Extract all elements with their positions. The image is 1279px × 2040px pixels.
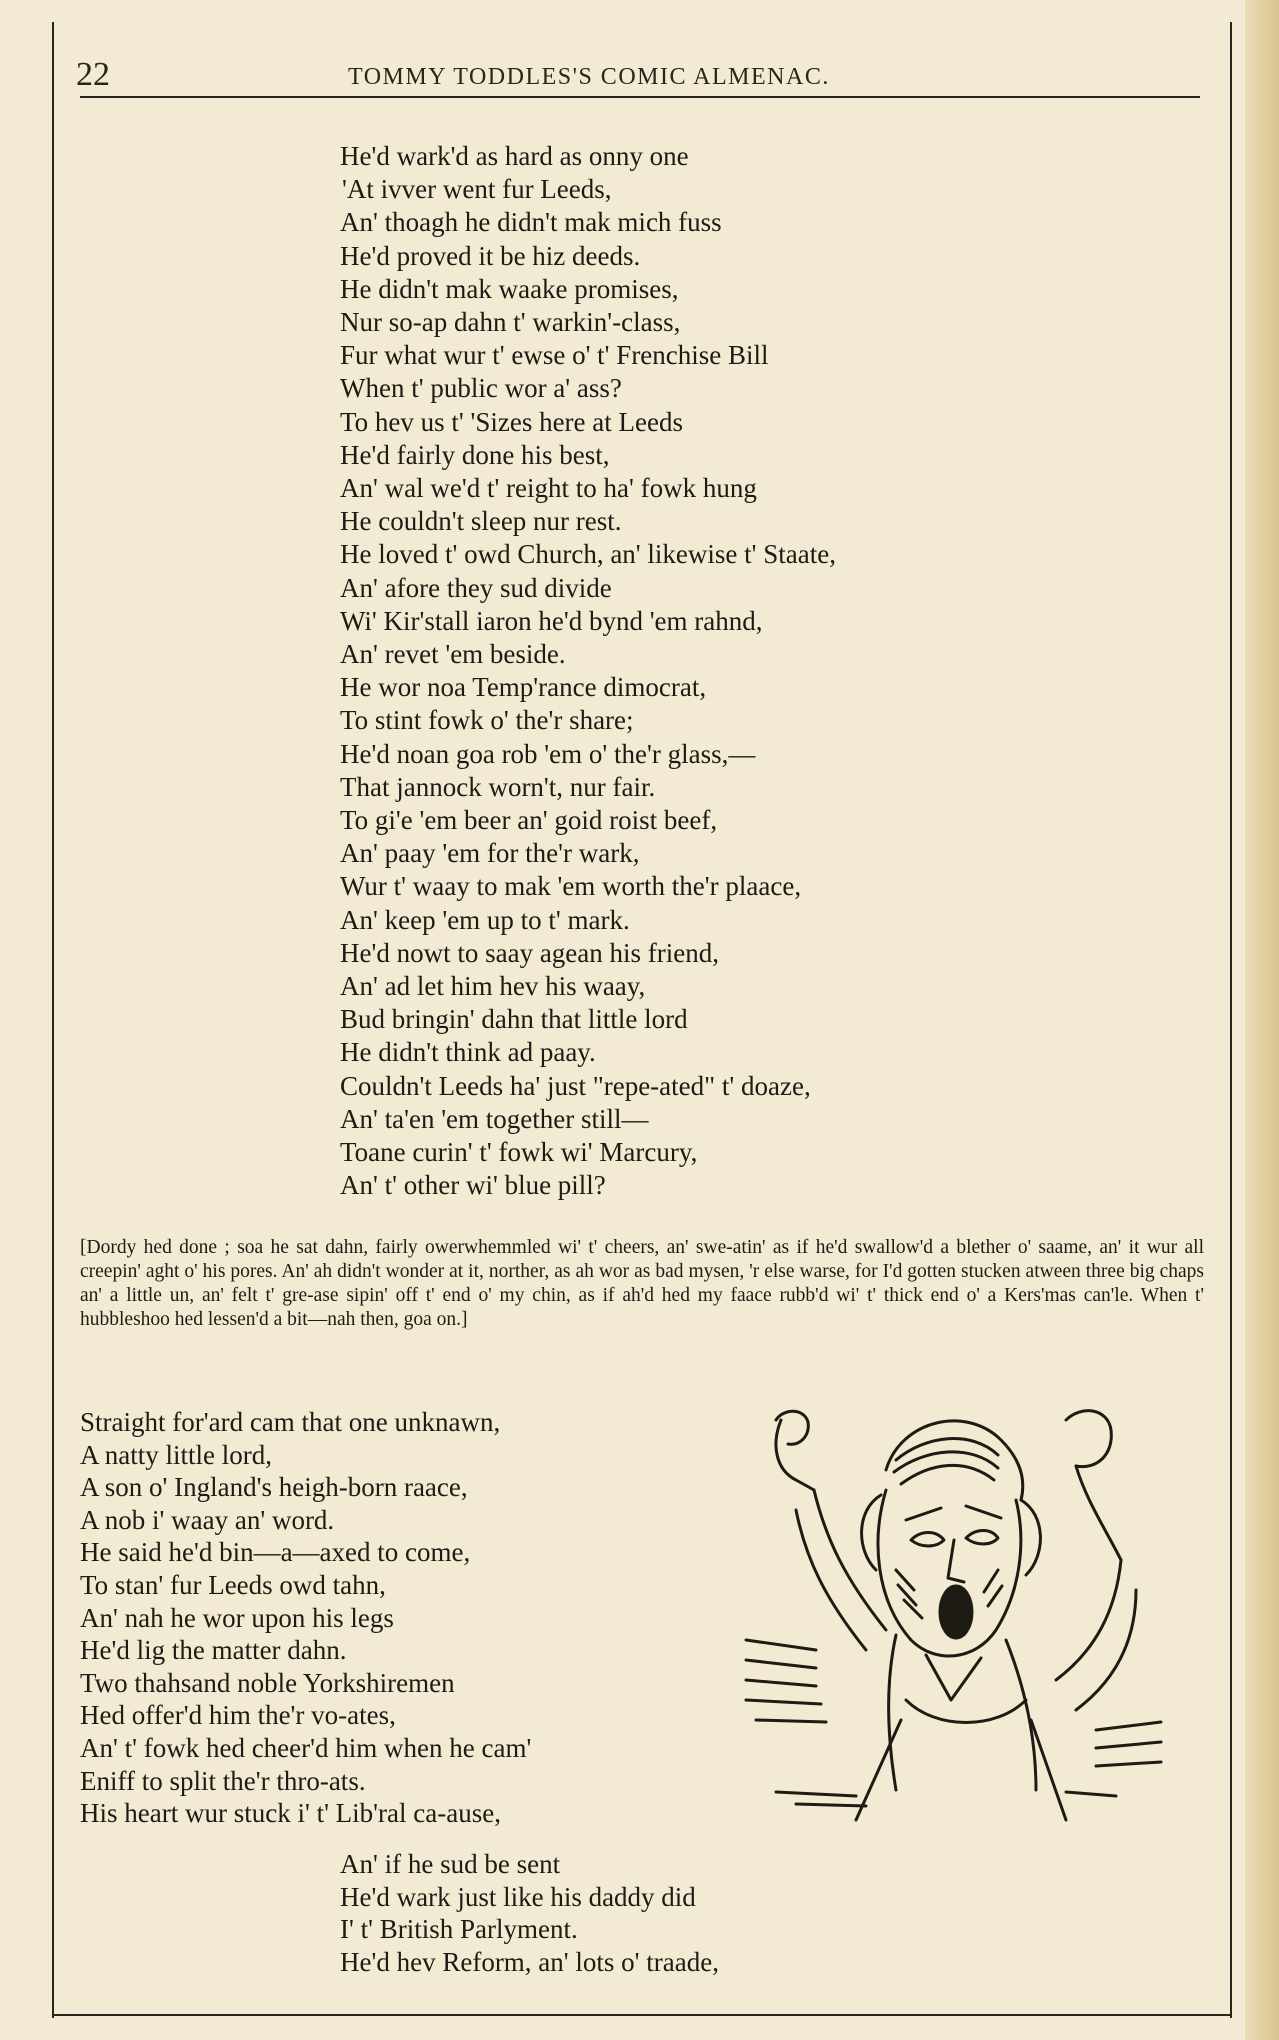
poem-line: Bud bringin' dahn that little lord	[340, 1004, 688, 1035]
stage-direction-note: [Dordy hed done ; soa he sat dahn, fairly owerwhemmled wi' t' cheers, an' swe-atin' as if he'd swallow'd a blether o' saame, an' it wur all creepin' aght o' his pores. An' ah didn't wonder at it, norther, as ah wor as bad mysen, 'r else warse, for I'd gotten stucken atween three big chaps an' a little un, an' felt t' gre-ase sipin' off t' end o' my chin, as if ah'd hed my faace rubb'd wi' t' thick end o' a Kers'mas can'le. When t' hubbleshoo hed lessen'd a bit—nah then, goa on.]	[80, 1236, 1204, 1330]
footer-rule	[52, 2014, 1230, 2016]
poem-line: He loved t' owd Church, an' likewise t' Staate,	[340, 539, 836, 570]
poem-line: Two thahsand noble Yorkshiremen	[80, 1667, 455, 1698]
page-edge-shadow	[1245, 0, 1279, 2040]
poem-top-stanza	[340, 140, 1200, 1203]
poem-line: Straight for'ard cam that one unknawn,	[80, 1407, 501, 1437]
poem-line: To gi'e 'em beer an' goid roist beef,	[340, 805, 718, 836]
poem-line: An' ta'en 'em together still—	[340, 1103, 649, 1134]
poem-line: An' afore they sud divide	[340, 572, 612, 603]
poem-line: An' thoagh he didn't mak mich fuss	[340, 207, 722, 238]
shouting-man-engraving-icon	[736, 1400, 1166, 1830]
poem-line: He'd proved it be hiz deeds.	[340, 240, 641, 271]
poem-line: He didn't think ad paay.	[340, 1037, 596, 1068]
poem-line: An' paay 'em for the'r wark,	[340, 838, 640, 869]
poem-line: An' if he sud be sent	[340, 1849, 561, 1879]
poem-line: A natty little lord,	[80, 1439, 272, 1470]
poem-line: He couldn't sleep nur rest.	[340, 506, 622, 537]
poem-line: He'd wark'd as hard as onny one	[340, 141, 689, 171]
poem-line: His heart wur stuck i' t' Lib'ral ca-ause,	[80, 1798, 501, 1829]
poem-line: When t' public wor a' ass?	[340, 373, 622, 404]
poem-line: Fur what wur t' ewse o' t' Frenchise Bill	[340, 340, 769, 371]
poem-line: He'd fairly done his best,	[340, 439, 610, 470]
poem-line: A son o' Ingland's heigh-born raace,	[80, 1472, 468, 1503]
poem-line: Nur so-ap dahn t' warkin'-class,	[340, 307, 681, 338]
poem-line: I' t' British Parlyment.	[340, 1914, 578, 1945]
poem-line: He didn't mak waake promises,	[340, 273, 679, 304]
poem-line: An' nah he wor upon his legs	[80, 1602, 394, 1633]
poem-line: An' t' other wi' blue pill?	[340, 1170, 606, 1201]
poem-line: He'd noan goa rob 'em o' the'r glass,—	[340, 738, 756, 769]
poem-line: Couldn't Leeds ha' just "repe-ated" t' doaze,	[340, 1070, 811, 1101]
poem-bottom-stanza	[340, 1848, 1140, 1978]
poem-line: To hev us t' 'Sizes here at Leeds	[340, 406, 683, 437]
poem-line: 'At ivver went fur Leeds,	[342, 174, 612, 205]
poem-line: An' ad let him hev his waay,	[340, 971, 646, 1002]
poem-line: He'd wark just like his daddy did	[340, 1881, 696, 1912]
poem-line: An' revet 'em beside.	[340, 639, 566, 670]
poem-line: That jannock worn't, nur fair.	[340, 771, 656, 802]
poem-line: He'd nowt to saay agean his friend,	[340, 937, 720, 968]
poem-line: Hed offer'd him the'r vo-ates,	[80, 1700, 396, 1731]
poem-middle-stanza	[80, 1406, 720, 1830]
poem-line: He said he'd bin—a—axed to come,	[80, 1537, 471, 1568]
poem-line: Eniff to split the'r thro-ats.	[80, 1765, 366, 1796]
poem-line: An' keep 'em up to t' mark.	[340, 904, 630, 935]
poem-line: He wor noa Temp'rance dimocrat,	[340, 672, 707, 703]
page-number: 22	[76, 56, 110, 93]
poem-line: To stan' fur Leeds owd tahn,	[80, 1569, 386, 1600]
poem-line: A nob i' waay an' word.	[80, 1504, 335, 1535]
poem-line: An' wal we'd t' reight to ha' fowk hung	[340, 473, 757, 504]
header-rule	[80, 96, 1200, 98]
poem-line: An' t' fowk hed cheer'd him when he cam'	[80, 1732, 532, 1763]
poem-line: Wi' Kir'stall iaron he'd bynd 'em rahnd,	[340, 605, 763, 636]
poem-line: Wur t' waay to mak 'em worth the'r plaace,	[340, 871, 802, 902]
poem-line: He'd hev Reform, an' lots o' traade,	[340, 1946, 719, 1977]
poem-line: Toane curin' t' fowk wi' Marcury,	[340, 1137, 698, 1168]
poem-line: To stint fowk o' the'r share;	[340, 705, 634, 736]
page-header	[52, 30, 1228, 100]
poem-line: He'd lig the matter dahn.	[80, 1635, 347, 1666]
running-title: TOMMY TODDLES'S COMIC ALMENAC.	[348, 64, 830, 90]
